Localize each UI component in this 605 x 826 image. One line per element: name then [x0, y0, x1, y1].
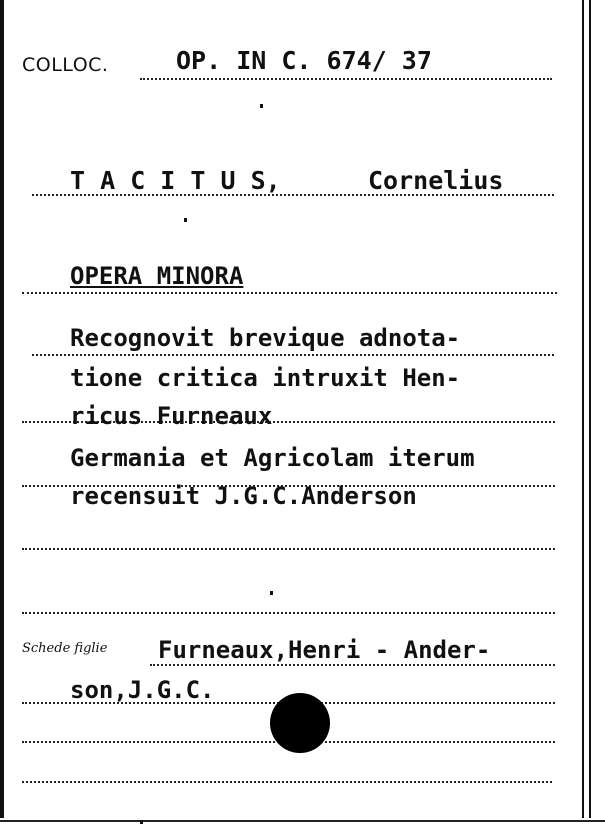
card-right-edge-outer — [589, 0, 591, 826]
speck — [140, 820, 143, 824]
shelfmark: OP. IN C. 674/ 37 — [176, 46, 432, 75]
speck — [184, 218, 187, 222]
description-line-4: Germania et Agricolam iterum — [70, 444, 475, 472]
colloc-rule — [140, 78, 552, 80]
description-line-3: ricus Furneaux — [70, 402, 273, 430]
secondary-entry-1: Furneaux,Henri - Ander- — [158, 636, 491, 664]
title: OPERA MINORA — [70, 262, 244, 290]
description-line-1: Recognovit brevique adnota- — [70, 324, 461, 352]
rule-line — [22, 548, 555, 550]
card-right-edge — [582, 0, 584, 826]
schede-label: Schede figlie — [22, 641, 108, 656]
author-surname: T A C I T U S, — [70, 166, 281, 195]
author-forename: Cornelius — [368, 166, 504, 195]
description-line-5: recensuit J.G.C.Anderson — [70, 482, 417, 510]
speck — [270, 591, 273, 595]
description-line-2: tione critica intruxit Hen- — [70, 364, 461, 392]
rule-line — [22, 781, 552, 783]
title-rule — [22, 292, 557, 294]
rule-line — [32, 354, 554, 356]
colloc-label: COLLOC. — [22, 54, 109, 76]
speck — [260, 104, 263, 108]
card-bottom-edge — [0, 818, 605, 826]
rule-line — [22, 612, 555, 614]
punch-hole — [270, 693, 330, 753]
card-left-edge — [0, 0, 4, 826]
secondary-entry-2: son,J.G.C. — [70, 676, 215, 704]
schede-rule — [150, 664, 555, 666]
